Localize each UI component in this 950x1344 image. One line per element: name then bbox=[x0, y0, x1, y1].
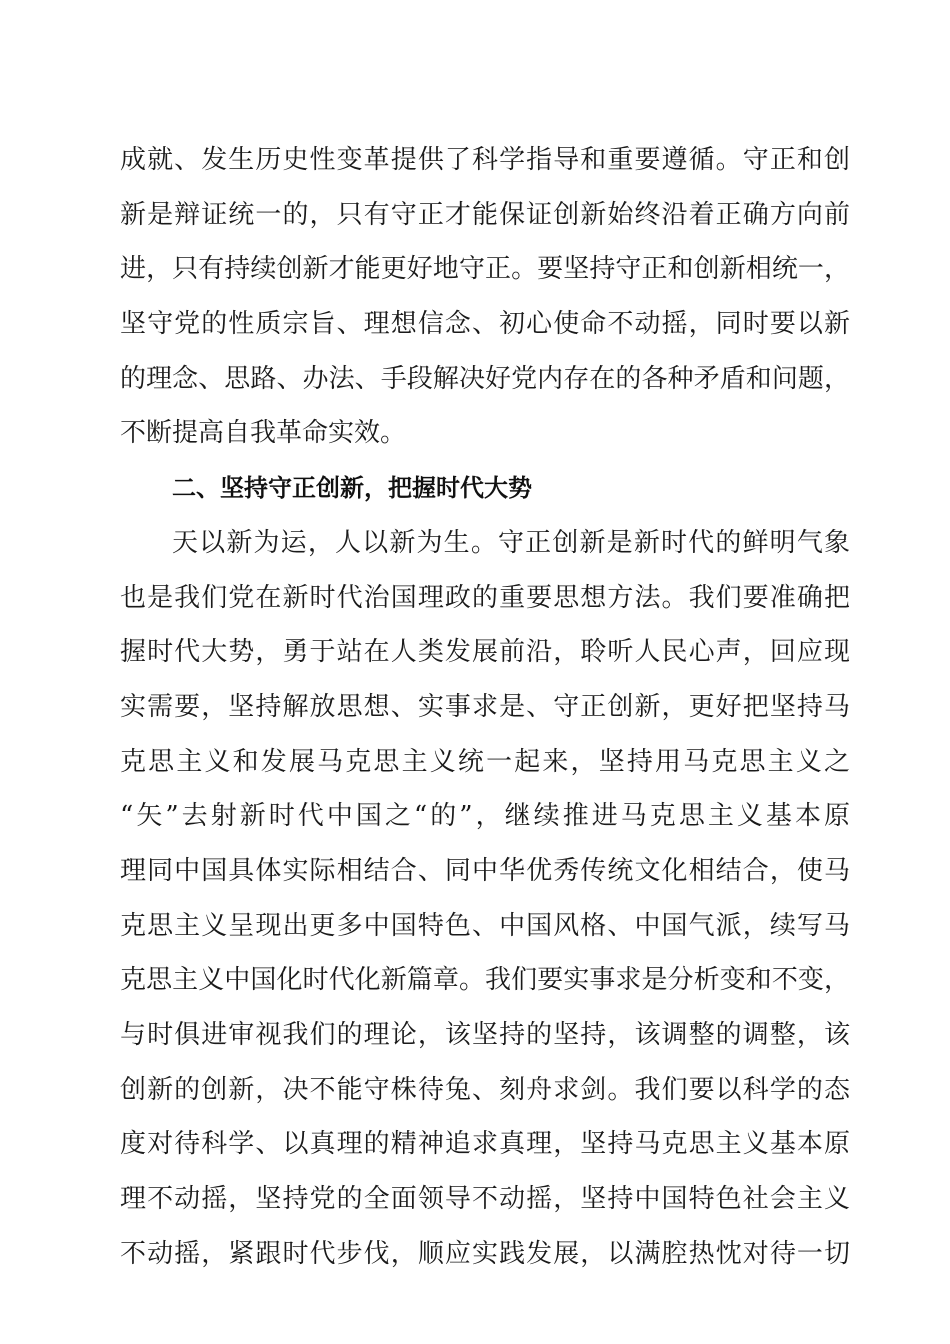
paragraph-line: 克思主义中国化时代化新篇章。我们要实事求是分析变和不变， bbox=[120, 965, 850, 996]
paragraph-line: 的理念、思路、办法、手段解决好党内存在的各种矛盾和问题， bbox=[120, 363, 850, 394]
paragraph-line: 不动摇，紧跟时代步伐，顺应实践发展，以满腔热忱对待一切 bbox=[120, 1238, 850, 1269]
paragraph-line: 进，只有持续创新才能更好地守正。要坚持守正和创新相统一， bbox=[120, 254, 850, 285]
paragraph-line: 坚守党的性质宗旨、理想信念、初心使命不动摇，同时要以新 bbox=[120, 309, 850, 340]
paragraph-line: 不断提高自我革命实效。 bbox=[120, 418, 407, 449]
paragraph-line: 克思主义和发展马克思主义统一起来，坚持用马克思主义之 bbox=[120, 746, 850, 777]
paragraph-line: 成就、发生历史性变革提供了科学指导和重要遵循。守正和创 bbox=[120, 145, 850, 175]
paragraph-line: 握时代大势，勇于站在人类发展前沿，聆听人民心声，回应现 bbox=[120, 637, 850, 668]
paragraph-line: 实需要，坚持解放思想、实事求是、守正创新，更好把坚持马 bbox=[120, 691, 850, 722]
paragraph-line: 克思主义呈现出更多中国特色、中国风格、中国气派，续写马 bbox=[120, 910, 850, 941]
paragraph-line: 理不动摇，坚持党的全面领导不动摇，坚持中国特色社会主义 bbox=[120, 1184, 850, 1215]
paragraph-line: 创新的创新，决不能守株待兔、刻舟求剑。我们要以科学的态 bbox=[120, 1074, 850, 1105]
paragraph-line: 也是我们党在新时代治国理政的重要思想方法。我们要准确把 bbox=[120, 582, 850, 613]
paragraph-2 bbox=[120, 516, 850, 1282]
paragraph-line: 度对待科学、以真理的精神追求真理，坚持马克思主义基本原 bbox=[120, 1129, 850, 1160]
paragraph-line: 理同中国具体实际相结合、同中华优秀传统文化相结合，使马 bbox=[120, 855, 850, 886]
paragraph-line: 与时俱进审视我们的理论，该坚持的坚持，该调整的调整，该 bbox=[120, 1020, 850, 1050]
paragraph-line: “矢”去射新时代中国之“的”，继续推进马克思主义基本原 bbox=[120, 801, 850, 832]
paragraph-line: 天以新为运，人以新为生。守正创新是新时代的鲜明气象 bbox=[172, 527, 850, 558]
paragraph-line: 新是辩证统一的，只有守正才能保证创新始终沿着正确方向前 bbox=[120, 199, 850, 230]
document-body bbox=[120, 133, 850, 1281]
section-heading: 二、坚持守正创新，把握时代大势 bbox=[172, 474, 532, 503]
paragraph-1 bbox=[120, 133, 850, 461]
